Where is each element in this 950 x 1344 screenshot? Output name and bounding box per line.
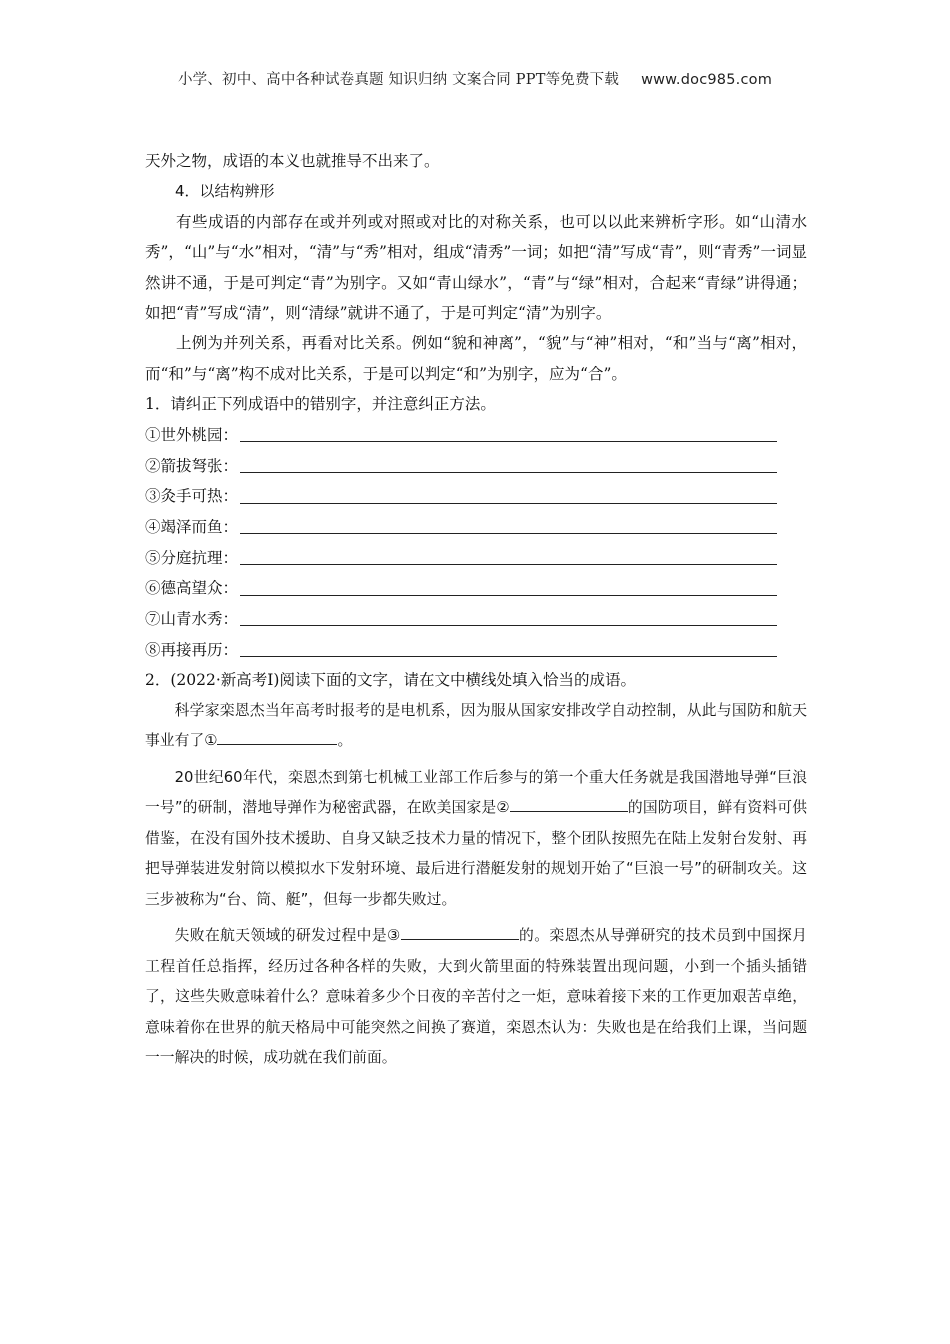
question-1-item: [145, 634, 807, 665]
passage-paragraph-3: [145, 921, 807, 1074]
item-label: ④竭泽而鱼：: [145, 518, 239, 536]
answer-line[interactable]: [240, 655, 777, 657]
question-1-item: [145, 542, 807, 573]
passage-text: 20世纪60年代，栾恩杰到第七机械工业部工作后参与的第一个重大任务就是我国潜地导弹“巨浪一号”的研制，潜地导弹作为秘密武器，在欧美国家是②: [145, 768, 807, 817]
question-2-prompt: 2．(2022·新高考Ⅰ)阅读下面的文字，请在文中横线处填入恰当的成语。: [145, 671, 636, 690]
passage-text: 科学家栾恩杰当年高考时报考的是电机系，因为服从国家安排改学自动控制，从此与国防和航天事业有了①: [145, 701, 807, 750]
passage-paragraph-1: [145, 696, 807, 757]
blank-1[interactable]: [217, 728, 337, 745]
answer-line[interactable]: [240, 532, 777, 534]
item-label: ③灸手可热：: [145, 487, 239, 506]
item-label: ①世外桃园：: [145, 425, 239, 444]
header-text: 小学、初中、高中各种试卷真题 知识归纳 文案合同 PPT等免费下载: [177, 72, 620, 88]
section-4-paragraph-2: 上例为并列关系，再看对比关系。例如“貌和神离”，“貌”与“神”相对，“和”当与“离”相对，而“和”与“离”构不成对比关系，于是可以判定“和”为别字，应为“合”。: [145, 334, 807, 383]
document-body: [145, 146, 807, 1074]
question-1-item: [145, 573, 807, 604]
passage-text: 的。栾恩杰从导弹研究的技术员到中国探月工程首任总指挥，经历过各种各样的失败，大到火箭里面的特殊装置出现问题，小到一个插头插错了，这些失败意味着什么？意味着多少个日夜的辛苦付之一炬，意味着接下来的工作更加艰苦卓绝，意味着你在世界的航天格局中可能突然之间换了赛道，栾恩杰认为：失败也是在给我们上课，当问题一一解决的时候，成功就在我们前面。: [145, 927, 807, 1067]
answer-line[interactable]: [240, 563, 777, 565]
question-1-item: [145, 512, 807, 543]
question-1-item: [145, 420, 807, 451]
passage-paragraph-2: [145, 763, 807, 916]
answer-line[interactable]: [240, 471, 777, 473]
question-1-item: [145, 604, 807, 635]
question-1-prompt: 1．请纠正下列成语中的错别字，并注意纠正方法。: [145, 395, 496, 414]
answer-line[interactable]: [240, 624, 777, 626]
passage-text: 。: [337, 732, 353, 750]
blank-2[interactable]: [510, 795, 628, 812]
passage-text: 失败在航天领域的研发过程中是③: [174, 927, 401, 945]
page-header: [0, 68, 950, 89]
answer-line[interactable]: [240, 594, 777, 596]
item-label: ⑥德高望众：: [145, 579, 239, 598]
blank-3[interactable]: [401, 923, 519, 940]
answer-line[interactable]: [240, 502, 777, 504]
question-1-item: [145, 450, 807, 481]
intro-tail: 天外之物，成语的本义也就推导不出来了。: [145, 152, 440, 170]
section-4-paragraph-1: 有些成语的内部存在或并列或对照或对比的对称关系，也可以以此来辨析字形。如“山清水秀”，“山”与“水”相对，“清”与“秀”相对，组成“清秀”一词；如把“清”写成“青”，则“青秀”一词显然讲不通，于是可判定“青”为别字。又如“青山绿水”，“青”与“绿”相对，合起来“青绿”讲得通；如把“青”写成“清”，则“清绿”就讲不通了，于是可判定“清”为别字。: [145, 212, 807, 323]
item-label: ⑤分庭抗理：: [145, 548, 239, 567]
section-4-title: 4．以结构辨形: [175, 182, 275, 201]
answer-line[interactable]: [240, 440, 777, 442]
item-label: ②箭拔弩张：: [145, 456, 239, 475]
question-1-list: [145, 420, 807, 666]
header-site: www.doc985.com: [641, 72, 773, 88]
passage-text: 的国防项目，鲜有资料可供借鉴，在没有国外技术援助、自身又缺乏技术力量的情况下，整个团队按照先在陆上发射台发射、再把导弹装进发射筒以模拟水下发射环境、最后进行潜艇发射的规划开始了“巨浪一号”的研制攻关。这三步被称为“台、筒、艇”，但每一步都失败过。: [145, 799, 807, 908]
item-label: ⑧再接再历：: [145, 640, 239, 659]
item-label: ⑦山青水秀：: [145, 610, 239, 629]
question-1-item: [145, 481, 807, 512]
